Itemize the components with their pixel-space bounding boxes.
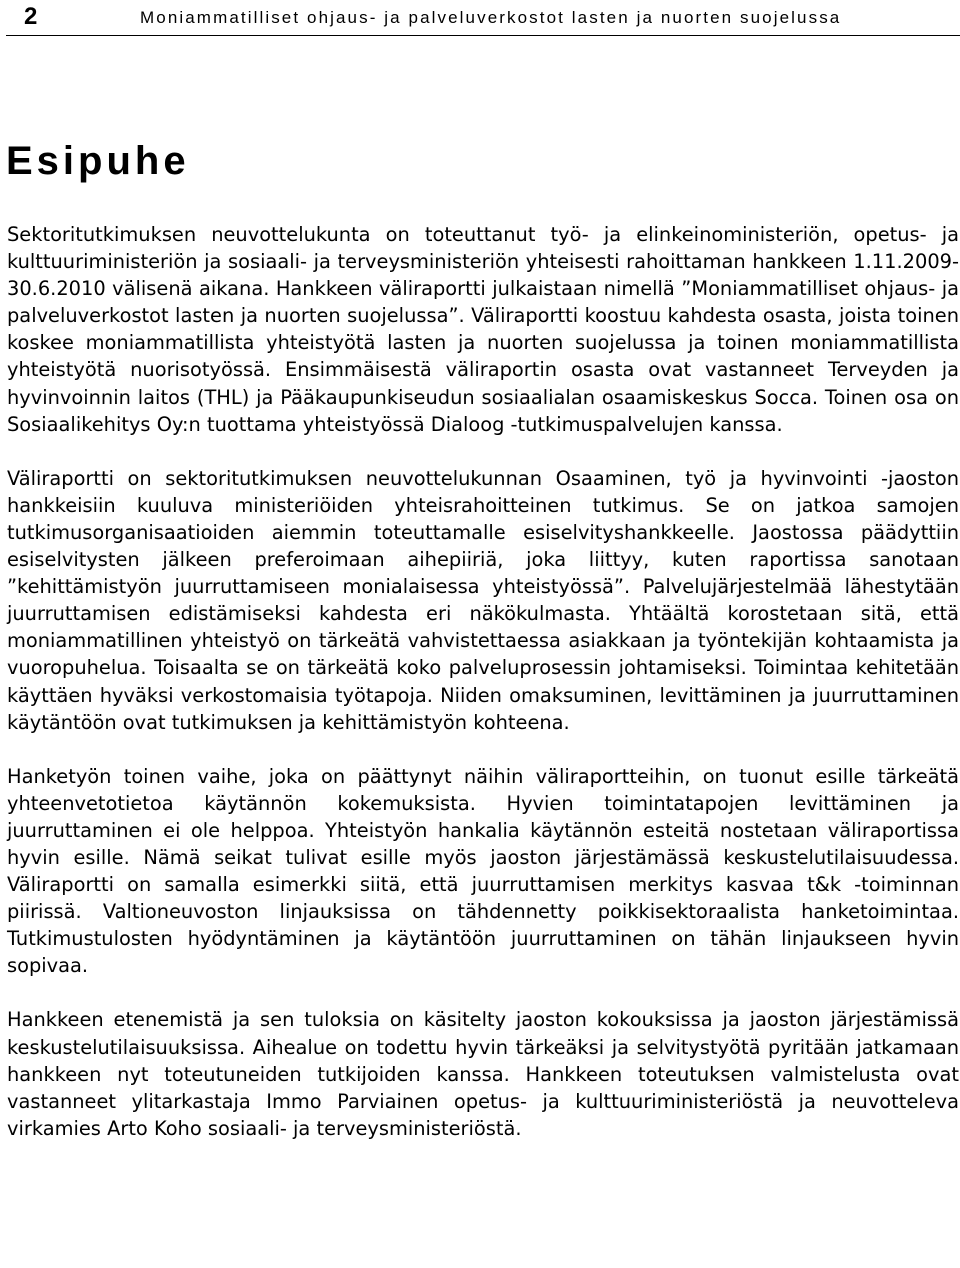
section-heading: Esipuhe: [6, 139, 190, 183]
header-divider: [6, 35, 960, 36]
paragraph-3: Hanketyön toinen vaihe, joka on päättynyt näihin väliraportteihin, on tuonut esille tärkeätä yhteenvetotietoa käytännön kokemuksista. Hyvien toimintatapojen levittäminen ja juurruttaminen ei ole helppoa. Yhteistyön hankalia käytännön esteitä nostetaan väliraportissa hyvin esille. Nämä seikat tulivat esille myös jaoston järjestämässä keskustelutilaisuudessa. Väliraportti on samalla esimerkki siitä, että juurruttamisen merkitys kasvaa t&k -toiminnan piirissä. Valtioneuvoston linjauksissa on tähdennetty poikkisektoraalista hanketoimintaa. Tutkimustulosten hyödyntäminen ja käytäntöön juurruttaminen on tähän linjaukseen hyvin sopivaa.: [7, 764, 959, 978]
page-header: [0, 0, 960, 36]
paragraph-2: Väliraportti on sektoritutkimuksen neuvottelukunnan Osaaminen, työ ja hyvinvointi -jaoston hankkeisiin kuuluva ministeriöiden yhteisrahoitteinen tutkimus. Se on jatkoa samojen tutkimusorganisaatioiden aiemmin toteuttamalle esiselvityshankkeelle. Jaostossa päädyttiin esiselvitysten jälkeen preferoimaan aihepiiriä, joka liittyy, kuten raportissa sanotaan ”kehittämistyön juurruttamiseen monialaisessa yhteistyössä”. Palvelujärjestelmää lähestytään juurruttamisen edistämiseksi kahdesta eri näkökulmasta. Yhtäältä korostetaan sitä, että moniammatillinen yhteistyö on tärkeätä vahvistettaessa asiakkaan ja työntekijän kohtaamista ja vuoropuhelua. Toisaalta se on tärkeätä koko palveluprosessin johtamiseksi. Toimintaa kehitetään käyttäen hyväksi verkostomaisia työtapoja. Niiden omaksuminen, levittäminen ja juurruttaminen käytäntöön ovat tutkimuksen ja kehittämistyön kohteena.: [7, 466, 959, 734]
paragraph-1: Sektoritutkimuksen neuvottelukunta on toteuttanut työ- ja elinkeinoministeriön, opetus- ja kulttuuriministeriön ja sosiaali- ja terveysministeriön yhteisesti rahoittaman hankkeen 1.11.2009-30.6.2010 välisenä aikana. Hankkeen väliraportti julkaistaan nimellä ”Moniammatilliset ohjaus- ja palveluverkostot lasten ja nuorten suojelussa”. Väliraportti koostuu kahdesta osasta, joista toinen koskee moniammatillista yhteistyötä lasten ja nuorten suojelussa ja toinen moniammatillista yhteistyötä nuorisotyössä. Ensimmäisestä väliraportin osasta ovat vastanneet Terveyden ja hyvinvoinnin laitos (THL) ja Pääkaupunkiseudun sosiaalialan osaamiskeskus Socca. Toinen osa on Sosiaalikehitys Oy:n tuottama yhteistyössä Dialoog -tutkimuspalvelujen kanssa.: [7, 223, 959, 436]
page-number: 2: [24, 3, 38, 30]
body-text: [7, 221, 959, 1169]
running-title: Moniammatilliset ohjaus- ja palveluverkostot lasten ja nuorten suojelussa: [140, 8, 842, 27]
paragraph-4: Hankkeen etenemistä ja sen tuloksia on käsitelty jaoston kokouksissa ja jaoston järjestämissä keskustelutilaisuuksissa. Aihealue on todettu hyvin tärkeäksi ja selvitystyötä pyritään jatkamaan hankkeen nyt toteutuneiden tutkijoiden kanssa. Hankkeen toteutuksen valmistelusta ovat vastanneet ylitarkastaja Immo Parviainen opetus- ja kulttuuriministeriöstä ja neuvotteleva virkamies Arto Koho sosiaali- ja terveysministeriöstä.: [7, 1008, 959, 1140]
